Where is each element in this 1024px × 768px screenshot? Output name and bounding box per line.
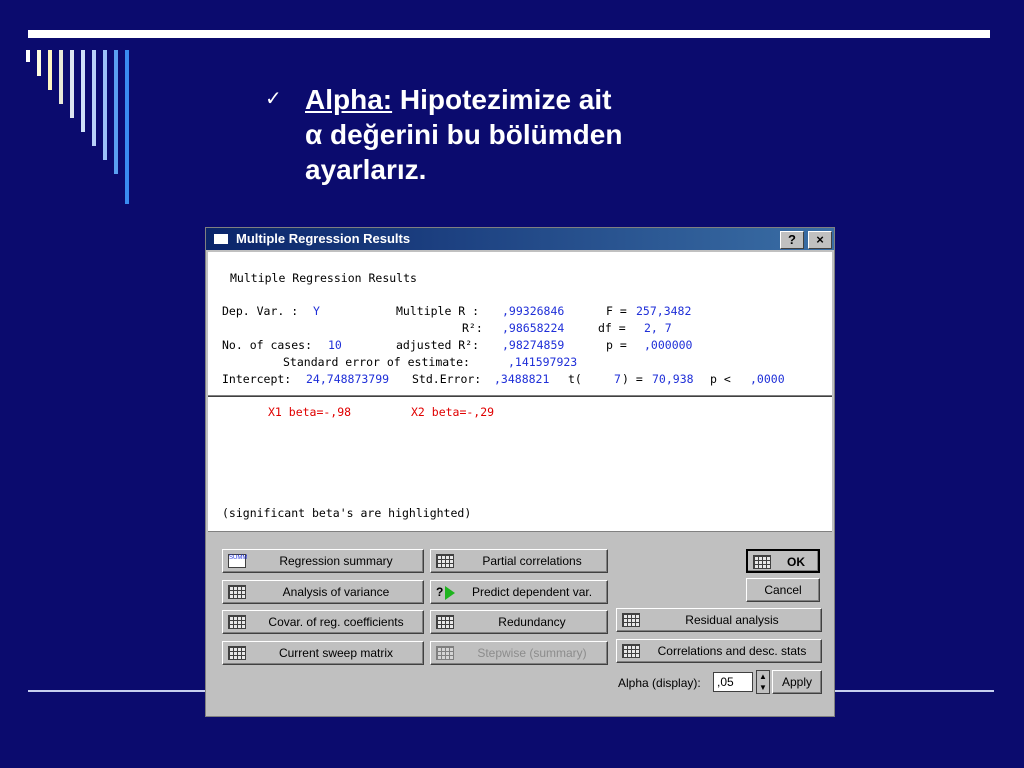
- f-value: 257,3482: [636, 304, 692, 318]
- alpha-input[interactable]: [713, 672, 753, 692]
- decorative-bar: [81, 50, 85, 132]
- partial-correlations-button[interactable]: Partial correlations: [430, 549, 608, 573]
- alpha-spinner[interactable]: [756, 670, 770, 694]
- beta-panel: [208, 396, 832, 532]
- cases-value: 10: [328, 338, 342, 352]
- t-eq: ) =: [622, 372, 643, 386]
- spreadsheet-icon: [228, 646, 246, 660]
- r2-label: R²:: [462, 321, 483, 335]
- residual-analysis-button[interactable]: Residual analysis: [616, 608, 822, 632]
- stepwise-summary-button: Stepwise (summary): [430, 641, 608, 665]
- analysis-of-variance-button[interactable]: Analysis of variance: [222, 580, 424, 604]
- decorative-bar: [125, 50, 129, 204]
- window-title: Multiple Regression Results: [236, 231, 411, 246]
- apply-button[interactable]: Apply: [772, 670, 822, 694]
- alpha-label: Alpha (display):: [618, 676, 701, 690]
- spreadsheet-icon: [622, 613, 640, 627]
- top-rule: [28, 30, 990, 38]
- r2-value: ,98658224: [502, 321, 565, 335]
- bullet-title: Alpha:: [305, 84, 393, 115]
- covar-coefficients-button[interactable]: Covar. of reg. coefficients: [222, 610, 424, 634]
- decorative-bar: [37, 50, 41, 76]
- dep-var-value: Y: [313, 304, 320, 318]
- adj-r2-label: adjusted R²:: [396, 338, 480, 352]
- bottom-rule-right: [834, 690, 994, 692]
- df-value: 2, 7: [644, 321, 672, 335]
- correlations-desc-stats-button[interactable]: Correlations and desc. stats: [616, 639, 822, 663]
- decorative-bar: [92, 50, 96, 146]
- spreadsheet-icon: [436, 554, 454, 568]
- see-value: ,141597923: [508, 355, 578, 369]
- predict-dependent-button[interactable]: ? Predict dependent var.: [430, 580, 608, 604]
- checkmark-icon: ✓: [265, 86, 282, 110]
- redundancy-button[interactable]: Redundancy: [430, 610, 608, 634]
- t-df: 7: [614, 372, 621, 386]
- bullet-line3: ayarlarız.: [305, 154, 427, 185]
- beta-footnote: (significant beta's are highlighted): [222, 506, 472, 520]
- multiple-r-value: ,99326846: [502, 304, 565, 318]
- spin-down-icon[interactable]: ▼: [759, 683, 767, 692]
- decorative-bar: [26, 50, 30, 62]
- p-value: ,000000: [644, 338, 693, 352]
- cancel-button[interactable]: Cancel: [746, 578, 820, 602]
- dep-var-label: Dep. Var. :: [222, 304, 299, 318]
- bullet-text: [305, 82, 622, 187]
- spreadsheet-icon: [622, 644, 640, 658]
- bottom-rule-left: [28, 690, 206, 692]
- t-value: 70,938: [652, 372, 694, 386]
- p-lt-label: p <: [710, 372, 731, 386]
- spreadsheet-icon: [436, 646, 454, 660]
- beta-x1: X1 beta=-,98: [268, 405, 352, 419]
- title-bar[interactable]: [206, 228, 834, 250]
- spreadsheet-icon: [228, 585, 246, 599]
- cases-label: No. of cases:: [222, 338, 313, 352]
- green-arrow-icon: [445, 586, 455, 600]
- spin-up-icon[interactable]: ▲: [759, 672, 767, 681]
- intercept-value: 24,748873799: [306, 372, 390, 386]
- t-label: t(: [568, 372, 582, 386]
- decorative-bar: [59, 50, 63, 104]
- decorative-bar: [70, 50, 74, 118]
- spreadsheet-icon: [228, 615, 246, 629]
- summary-icon: SUMM: [228, 554, 246, 568]
- spreadsheet-icon: [436, 615, 454, 629]
- df-label: df =: [598, 321, 626, 335]
- help-button[interactable]: ?: [780, 231, 804, 249]
- f-label: F =: [606, 304, 627, 318]
- regression-summary-button[interactable]: SUMM Regression summary: [222, 549, 424, 573]
- decorative-bar: [48, 50, 52, 90]
- results-heading: Multiple Regression Results: [230, 271, 417, 285]
- p-label: p =: [606, 338, 627, 352]
- std-err-value: ,3488821: [494, 372, 550, 386]
- ok-button[interactable]: OK: [746, 549, 820, 573]
- spreadsheet-icon: [753, 555, 771, 569]
- decorative-bar: [114, 50, 118, 174]
- adj-r2-value: ,98274859: [502, 338, 565, 352]
- bullet-line1: Hipotezimize ait: [392, 84, 612, 115]
- results-summary-panel: [208, 252, 832, 396]
- regression-results-window: [206, 228, 834, 716]
- beta-x2: X2 beta=-,29: [411, 405, 495, 419]
- bullet-line2: α değerini bu bölümden: [305, 119, 623, 150]
- window-icon: [214, 234, 228, 244]
- p-lt-value: ,0000: [750, 372, 785, 386]
- predict-arrow-icon: ?: [436, 585, 444, 599]
- intercept-label: Intercept:: [222, 372, 292, 386]
- std-err-label: Std.Error:: [412, 372, 482, 386]
- close-button[interactable]: ×: [808, 231, 832, 249]
- see-label: Standard error of estimate:: [283, 355, 470, 369]
- multiple-r-label: Multiple R :: [396, 304, 480, 318]
- decorative-bar: [103, 50, 107, 160]
- current-sweep-matrix-button[interactable]: Current sweep matrix: [222, 641, 424, 665]
